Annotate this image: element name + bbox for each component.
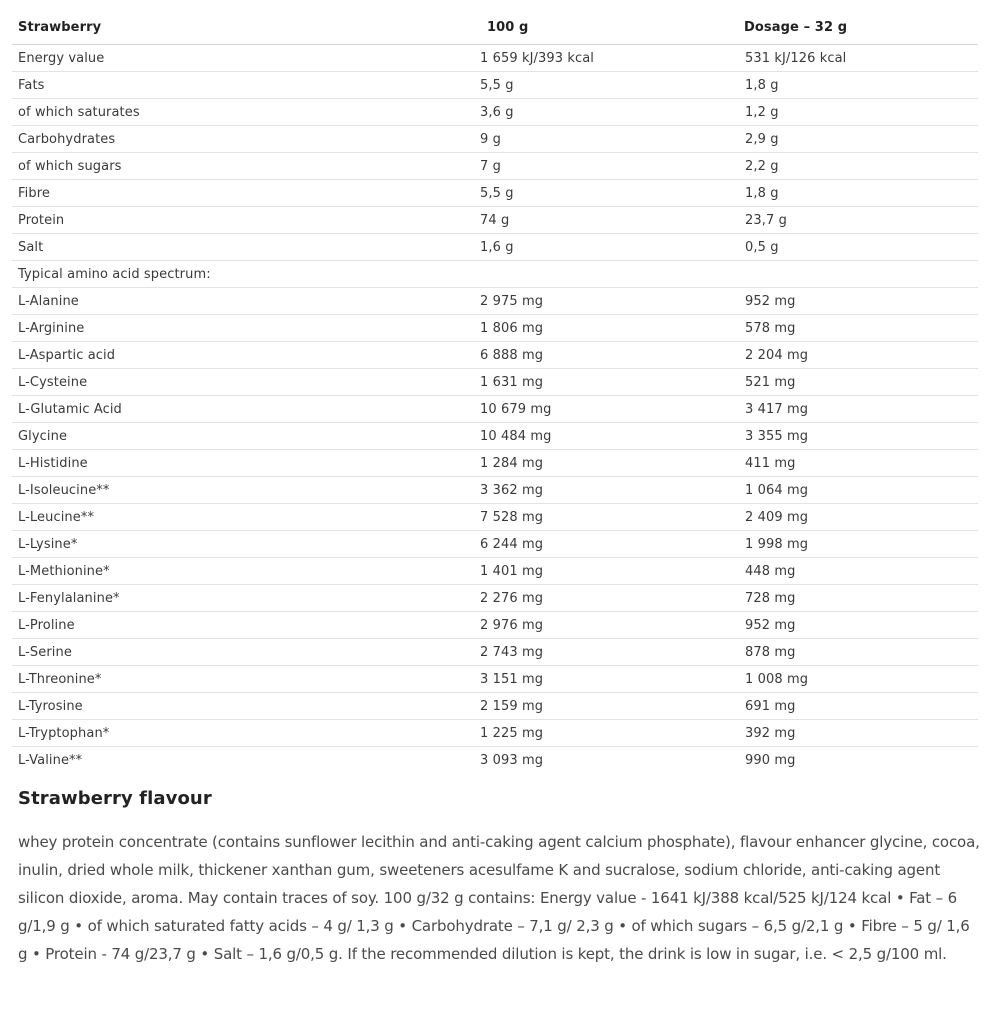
nutrient-name: of which saturates	[12, 99, 474, 126]
table-row	[12, 639, 978, 666]
nutrient-name: Protein	[12, 207, 474, 234]
value-per-dosage: 521 mg	[739, 369, 978, 396]
value-per-dosage: 1 064 mg	[739, 477, 978, 504]
table-row	[12, 288, 978, 315]
nutrient-name: L-Valine**	[18, 752, 83, 768]
nutrient-name: L-Tyrosine	[12, 693, 474, 720]
nutrient-name: L-Alanine	[12, 288, 474, 315]
nutrient-name: L-Proline	[12, 612, 474, 639]
nutrient-name: L-Lysine*	[12, 531, 474, 558]
value-per-100g: 74 g	[474, 207, 739, 234]
nutrient-name: L-Serine	[12, 639, 474, 666]
table-row	[12, 720, 978, 747]
value-per-100g: 3 093 mg	[480, 752, 544, 768]
table-row	[12, 234, 978, 261]
table-row	[12, 450, 978, 477]
nutrient-name: Typical amino acid spectrum:	[12, 261, 474, 288]
nutrient-name: Glycine	[12, 423, 474, 450]
value-per-100g: 1 401 mg	[474, 558, 739, 585]
nutrient-name: Carbohydrates	[12, 126, 474, 153]
table-row	[12, 666, 978, 693]
table-row	[12, 126, 978, 153]
nutrient-name: L-Glutamic Acid	[12, 396, 474, 423]
table-row	[12, 693, 978, 720]
value-per-dosage: 2 409 mg	[739, 504, 978, 531]
value-per-100g: 1 631 mg	[474, 369, 739, 396]
value-per-100g: 6 244 mg	[474, 531, 739, 558]
value-per-dosage: 3 355 mg	[739, 423, 978, 450]
value-per-100g: 6 888 mg	[474, 342, 739, 369]
nutrient-name: L-Isoleucine**	[12, 477, 474, 504]
table-row	[12, 153, 978, 180]
value-per-dosage: 3 417 mg	[739, 396, 978, 423]
nutrient-name: L-Tryptophan*	[12, 720, 474, 747]
value-per-dosage: 0,5 g	[739, 234, 978, 261]
value-per-dosage: 2 204 mg	[739, 342, 978, 369]
value-per-100g	[474, 261, 739, 288]
value-per-100g: 3 151 mg	[474, 666, 739, 693]
value-per-dosage	[739, 261, 978, 288]
value-per-dosage: 1,2 g	[739, 99, 978, 126]
table-row	[12, 180, 978, 207]
value-per-100g: 9 g	[474, 126, 739, 153]
value-per-dosage: 1 998 mg	[739, 531, 978, 558]
header-per-100g: 100 g	[474, 11, 739, 45]
table-row	[12, 612, 978, 639]
table-row	[12, 342, 978, 369]
value-per-100g: 2 276 mg	[474, 585, 739, 612]
ingredients-text: whey protein concentrate (contains sunflower lecithin and anti-caking agent calcium phosphate), flavour enhancer glycine, cocoa, inulin, dried whole milk, thickener xanthan gum, sweeteners acesulfame K and sucralose, sodium chloride, anti-caking agent silicon dioxide, aroma. May contain traces of soy. 100 g/32 g contains: Energy value - 1641 kJ/388 kcal/525 kJ/124 kcal • Fat – 6 g/1,9 g • of which saturated fatty acids – 4 g/ 1,3 g • Carbohydrate – 7,1 g/ 2,3 g • of which sugars – 6,5 g/2,1 g • Fibre – 5 g/ 1,6 g • Protein - 74 g/23,7 g • Salt – 1,6 g/0,5 g. If the recommended dilution is kept, the drink is low in sugar, i.e. < 2,5 g/100 ml.	[18, 833, 980, 963]
nutrient-name: L-Histidine	[12, 450, 474, 477]
header-per-dosage: Dosage – 32 g	[739, 11, 978, 45]
table-row	[12, 72, 978, 99]
nutrient-name: L-Fenylalanine*	[12, 585, 474, 612]
value-per-dosage: 448 mg	[739, 558, 978, 585]
table-row	[12, 423, 978, 450]
value-per-100g: 7 g	[474, 153, 739, 180]
value-per-dosage: 2,2 g	[739, 153, 978, 180]
value-per-dosage: 1,8 g	[739, 72, 978, 99]
table-row	[12, 207, 978, 234]
value-per-100g: 1 225 mg	[474, 720, 739, 747]
value-per-dosage: 990 mg	[745, 752, 796, 768]
nutrition-table	[12, 11, 978, 773]
value-per-100g: 3,6 g	[474, 99, 739, 126]
value-per-100g: 1,6 g	[474, 234, 739, 261]
nutrient-name: Energy value	[12, 45, 474, 72]
table-row	[12, 45, 978, 72]
value-per-dosage: 531 kJ/126 kcal	[739, 45, 978, 72]
value-per-dosage: 952 mg	[739, 288, 978, 315]
value-per-100g: 1 284 mg	[474, 450, 739, 477]
table-row	[12, 369, 978, 396]
value-per-100g: 3 362 mg	[474, 477, 739, 504]
value-per-dosage: 411 mg	[739, 450, 978, 477]
nutrient-name: L-Leucine**	[12, 504, 474, 531]
value-per-100g: 2 976 mg	[474, 612, 739, 639]
table-header-row	[12, 11, 978, 45]
table-row	[12, 261, 978, 288]
value-per-100g: 1 659 kJ/393 kcal	[474, 45, 739, 72]
table-row	[12, 396, 978, 423]
nutrient-name: Fibre	[12, 180, 474, 207]
value-per-100g: 2 159 mg	[474, 693, 739, 720]
table-row	[12, 558, 978, 585]
value-per-100g: 10 484 mg	[474, 423, 739, 450]
value-per-dosage: 1 008 mg	[739, 666, 978, 693]
nutrient-name: Fats	[12, 72, 474, 99]
value-per-dosage: 952 mg	[739, 612, 978, 639]
value-per-100g: 2 743 mg	[474, 639, 739, 666]
table-row	[12, 585, 978, 612]
table-row	[12, 477, 978, 504]
value-per-dosage: 578 mg	[739, 315, 978, 342]
value-per-100g: 5,5 g	[474, 72, 739, 99]
nutrient-name: of which sugars	[12, 153, 474, 180]
nutrient-name: L-Methionine*	[12, 558, 474, 585]
value-per-dosage: 2,9 g	[739, 126, 978, 153]
nutrient-name: L-Arginine	[12, 315, 474, 342]
table-row	[12, 99, 978, 126]
value-per-dosage: 878 mg	[739, 639, 978, 666]
value-per-dosage: 691 mg	[739, 693, 978, 720]
value-per-100g: 1 806 mg	[474, 315, 739, 342]
table-row	[12, 504, 978, 531]
nutrient-name: L-Aspartic acid	[12, 342, 474, 369]
nutrient-name: L-Threonine*	[12, 666, 474, 693]
value-per-dosage: 1,8 g	[739, 180, 978, 207]
value-per-100g: 5,5 g	[474, 180, 739, 207]
value-per-dosage: 728 mg	[739, 585, 978, 612]
table-row	[12, 315, 978, 342]
value-per-100g: 7 528 mg	[474, 504, 739, 531]
table-body	[12, 45, 978, 774]
header-flavour-name: Strawberry	[12, 11, 474, 45]
value-per-100g: 10 679 mg	[474, 396, 739, 423]
value-per-dosage: 23,7 g	[739, 207, 978, 234]
nutrient-name: L-Cysteine	[12, 369, 474, 396]
value-per-100g: 2 975 mg	[474, 288, 739, 315]
flavour-title: Strawberry flavour	[18, 788, 212, 809]
value-per-dosage: 392 mg	[739, 720, 978, 747]
table-row	[12, 531, 978, 558]
nutrient-name: Salt	[12, 234, 474, 261]
table-row	[12, 747, 978, 774]
